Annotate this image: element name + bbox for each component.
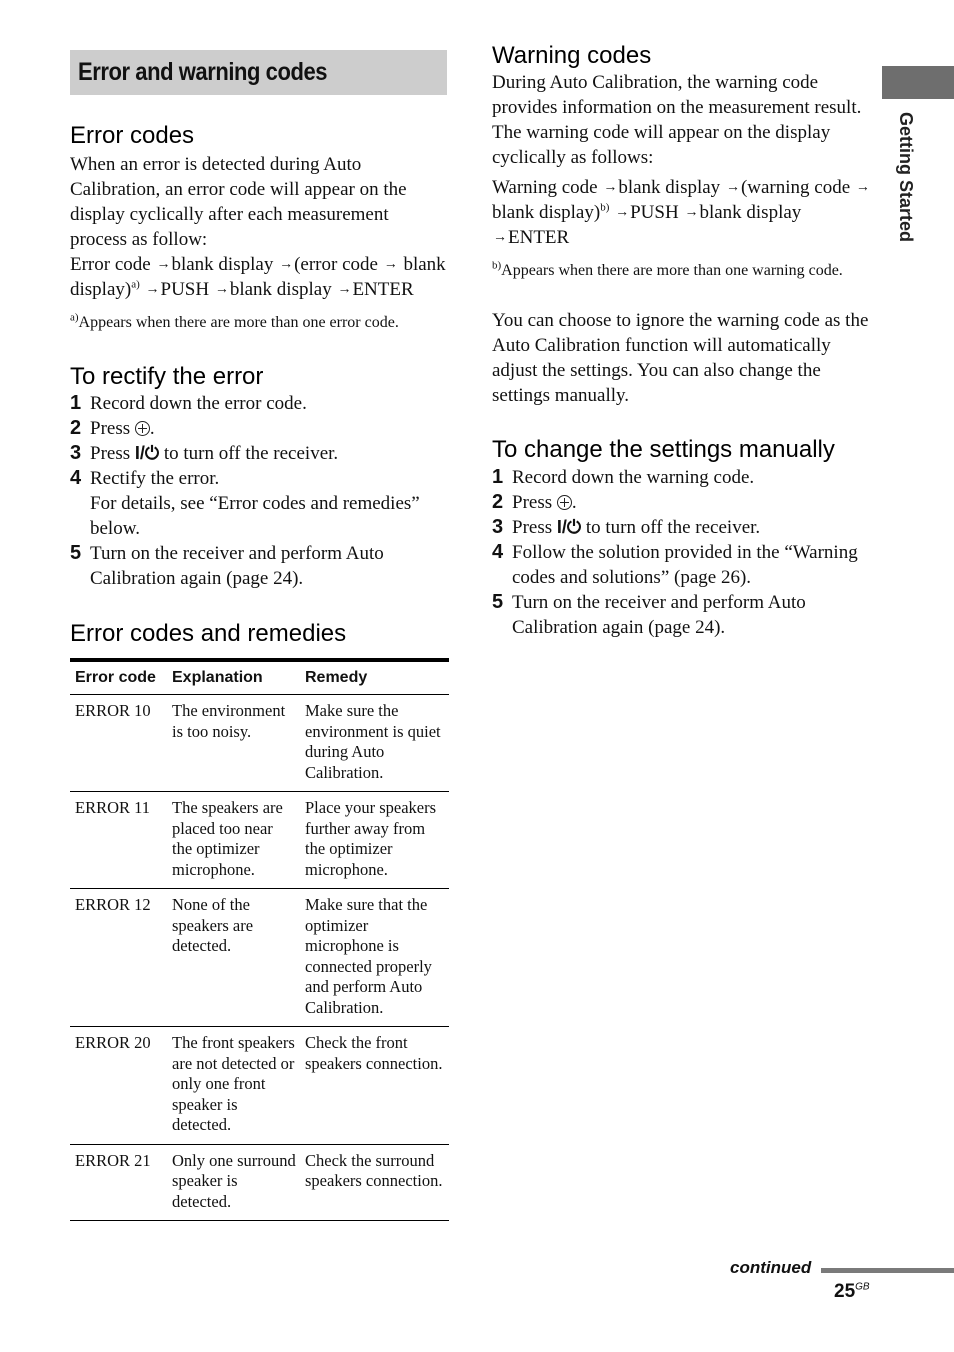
list-item: 3 Press I/⏻ to turn off the receiver.	[70, 442, 339, 464]
table-row	[70, 1027, 449, 1145]
remedies-table	[70, 658, 449, 1221]
remedy-cell: Check the surround speakers connection.	[305, 1150, 443, 1190]
power-icon: I/⏻	[134, 443, 160, 463]
arrow-icon: →	[337, 282, 352, 297]
explanation-cell: None of the speakers are detected.	[172, 895, 254, 955]
section-tab-marker	[882, 66, 954, 99]
list-item: 5 Turn on the receiver and perform Auto Calibration again (page 24).	[492, 591, 806, 638]
continued-bar	[821, 1268, 954, 1273]
list-item: 4 Follow the solution provided in the “Warning codes and solutions” (page 26).	[492, 541, 858, 588]
arrow-icon: →	[493, 230, 507, 245]
remedy-cell: Make sure that the optimizer microphone is connected properly and perform Auto Calibration.	[305, 895, 432, 1017]
error-code-sequence: Error code →blank display →(error code → blank display)$^{a)}$ →PUSH →blank display →ENTER	[70, 254, 446, 300]
list-item: 1 Record down the error code.	[70, 392, 307, 414]
explanation-cell: Only one surround speaker is detected.	[172, 1150, 296, 1211]
arrow-icon: →	[214, 282, 229, 297]
error-codes-footnote: $^{a)}$Appears when there are more than one error code.	[70, 311, 399, 331]
arrow-icon: →	[383, 257, 398, 272]
list-item: 5 Turn on the receiver and perform Auto Calibration again (page 24).	[70, 542, 384, 589]
arrow-icon: →	[279, 257, 294, 272]
explanation-cell: The front speakers are not detected or only one front speaker is detected.	[172, 1033, 295, 1134]
column-header: Remedy	[305, 669, 368, 686]
remedy-cell: Check the front speakers connection.	[305, 1033, 443, 1073]
explanation-cell: The speakers are placed too near the optimizer microphone.	[172, 798, 283, 879]
table-row	[70, 1144, 449, 1221]
arrow-icon: →	[156, 257, 171, 272]
table-header-row	[70, 660, 449, 695]
table-row	[70, 792, 449, 889]
error-codes-intro: When an error is detected during Auto Calibration, an error code will appear on the display cyclically after each measurement process as follow:	[70, 154, 407, 250]
continued-label: continued	[730, 1258, 812, 1277]
error-code-cell: ERROR 11	[75, 798, 151, 817]
warning-codes-paragraph: You can choose to ignore the warning code as the Auto Calibration function will automatically adjust the settings. You can also change the settings manually.	[492, 310, 869, 406]
arrow-icon: →	[145, 282, 160, 297]
rectify-steps	[70, 391, 450, 591]
column-header: Error code	[75, 669, 156, 686]
warning-codes-footnote: $^{b)}$Appears when there are more than one warning code.	[492, 259, 843, 279]
section-banner-title: Error and warning codes	[78, 58, 328, 86]
power-icon: I/⏻	[556, 517, 582, 537]
list-item: 1 Record down the warning code.	[492, 466, 755, 488]
arrow-icon: →	[855, 180, 870, 195]
remedies-heading: Error codes and remedies	[70, 620, 347, 647]
section-banner	[70, 50, 447, 95]
arrow-icon: →	[684, 205, 699, 220]
remedy-cell: Make sure the environment is quiet during Auto Calibration.	[305, 701, 441, 782]
section-tab-label: Getting Started	[896, 112, 916, 243]
list-item: 3 Press I/⏻ to turn off the receiver.	[492, 516, 761, 538]
arrow-icon: →	[603, 180, 618, 195]
list-item: 4 Rectify the error. For details, see “Error codes and remedies” below.	[70, 467, 420, 539]
remedy-cell: Place your speakers further away from the optimizer microphone.	[305, 798, 437, 879]
explanation-cell: The environment is too noisy.	[172, 701, 286, 741]
setup-button-icon	[135, 421, 150, 436]
change-settings-heading: To change the settings manually	[492, 436, 835, 463]
right-column	[492, 42, 872, 640]
warning-code-sequence: Warning code →blank display →(warning code → blank display)$^{b)}$ →PUSH →blank display →ENTER	[492, 177, 870, 248]
table-row	[70, 695, 449, 792]
page-number: $25^{GB}$	[834, 1281, 870, 1302]
error-code-cell: ERROR 21	[75, 1150, 151, 1170]
column-header: Explanation	[172, 669, 263, 686]
arrow-icon: →	[615, 205, 630, 220]
list-item: 2 Press .	[492, 491, 577, 513]
error-code-cell: ERROR 10	[75, 701, 151, 720]
left-column	[70, 50, 450, 1221]
list-item: 2 Press .	[70, 417, 155, 439]
error-codes-heading: Error codes	[70, 122, 195, 149]
rectify-heading: To rectify the error	[70, 363, 264, 390]
warning-codes-heading: Warning codes	[492, 42, 652, 69]
change-settings-steps	[492, 465, 872, 640]
warning-codes-intro: During Auto Calibration, the warning code provides information on the measurement result. The warning code will appear on the display cyclically as follows:	[492, 72, 862, 168]
arrow-icon: →	[725, 180, 740, 195]
setup-button-icon	[557, 495, 572, 510]
error-code-cell: ERROR 12	[75, 895, 151, 914]
error-code-cell: ERROR 20	[75, 1033, 151, 1052]
table-row	[70, 889, 449, 1027]
